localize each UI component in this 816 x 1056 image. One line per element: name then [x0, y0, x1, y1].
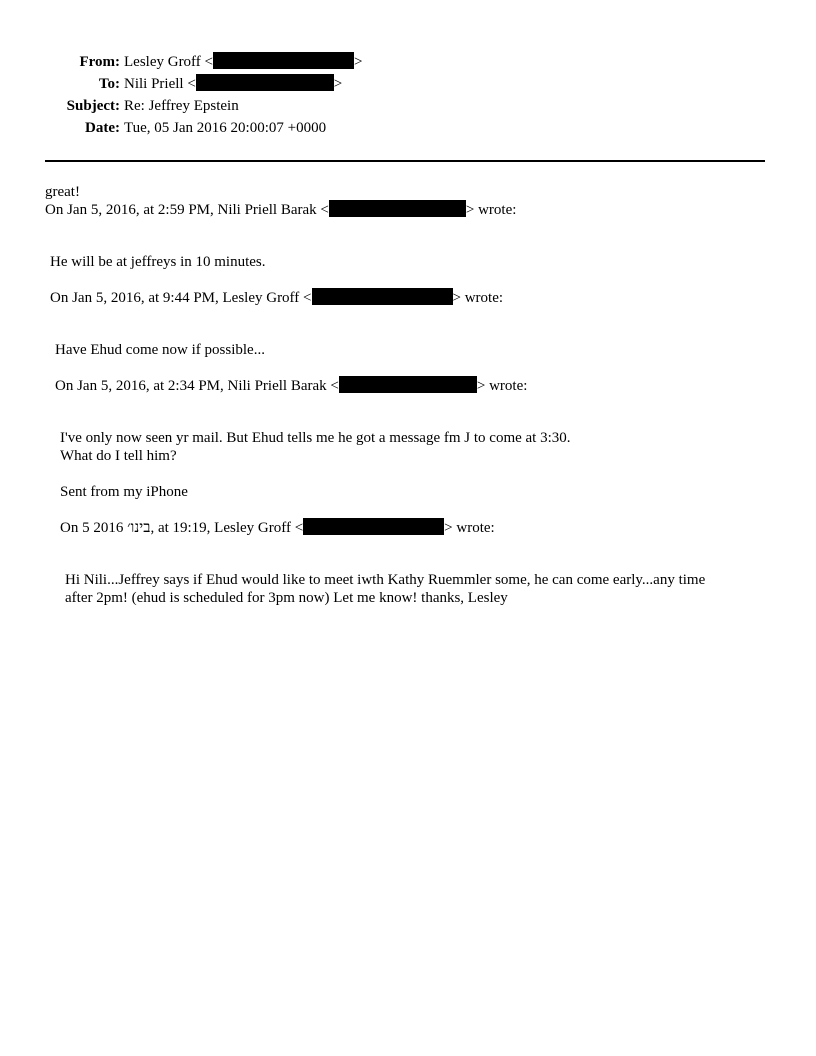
from-name: Lesley Groff < [124, 54, 213, 70]
reply-text: What do I tell him? [60, 448, 177, 464]
from-label: From: [79, 54, 120, 70]
date-row [0, 117, 816, 139]
to-name: Nili Priell < [124, 76, 196, 92]
to-row [0, 73, 816, 95]
quote-rest: , at 19:19, Lesley Groff < [150, 520, 304, 536]
reply-text: I've only now seen yr mail. But Ehud tells me he got a message fm J to come at 3:30. [60, 430, 571, 446]
subject-label: Subject: [66, 98, 120, 114]
redacted-email [329, 200, 466, 217]
from-value [124, 51, 362, 73]
date-label: Date: [85, 120, 120, 136]
redacted-email [312, 288, 453, 305]
wrote-suffix: > wrote: [476, 378, 528, 394]
redacted-email [213, 52, 354, 69]
quote-month: בינו׳ [127, 520, 151, 536]
quote-prefix: On 5 [60, 520, 94, 536]
to-value [124, 73, 342, 95]
subject-row [0, 95, 816, 117]
redacted-email [196, 74, 334, 91]
quote-prefix: On Jan 5, 2016, at 9:44 PM, Lesley Groff < [50, 290, 312, 306]
quote-prefix: On Jan 5, 2016, at 2:34 PM, Nili Priell Barak < [55, 378, 339, 394]
reply-text: great! [45, 184, 80, 200]
quote-header [60, 517, 495, 539]
quote-header [50, 287, 503, 309]
redacted-email [339, 376, 477, 393]
reply-text: Have Ehud come now if possible... [55, 342, 265, 358]
from-row [0, 51, 816, 73]
reply-text: Hi Nili...Jeffrey says if Ehud would like to meet iwth Kathy Ruemmler some, he can come early...any time [65, 572, 706, 588]
email-header [0, 51, 816, 139]
date-value: Tue, 05 Jan 2016 20:00:07 +0000 [124, 120, 327, 136]
wrote-suffix: > wrote: [444, 520, 495, 536]
subject-value: Re: Jeffrey Epstein [124, 98, 239, 114]
to-label: To: [98, 76, 120, 92]
close-bracket: > [354, 54, 363, 70]
close-bracket: > [333, 76, 343, 92]
reply-text: He will be at jeffreys in 10 minutes. [50, 254, 266, 270]
header-divider [45, 160, 765, 162]
reply-text: after 2pm! (ehud is scheduled for 3pm now) Let me know! thanks, Lesley [65, 590, 508, 606]
email-signature: Sent from my iPhone [60, 484, 188, 500]
redacted-email [303, 518, 444, 535]
wrote-suffix: > wrote: [465, 202, 517, 218]
wrote-suffix: > wrote: [452, 290, 504, 306]
quote-header [45, 199, 516, 221]
quote-prefix: On Jan 5, 2016, at 2:59 PM, Nili Priell Barak < [45, 202, 329, 218]
quote-year: 2016 [93, 520, 124, 536]
quote-header [55, 375, 527, 397]
